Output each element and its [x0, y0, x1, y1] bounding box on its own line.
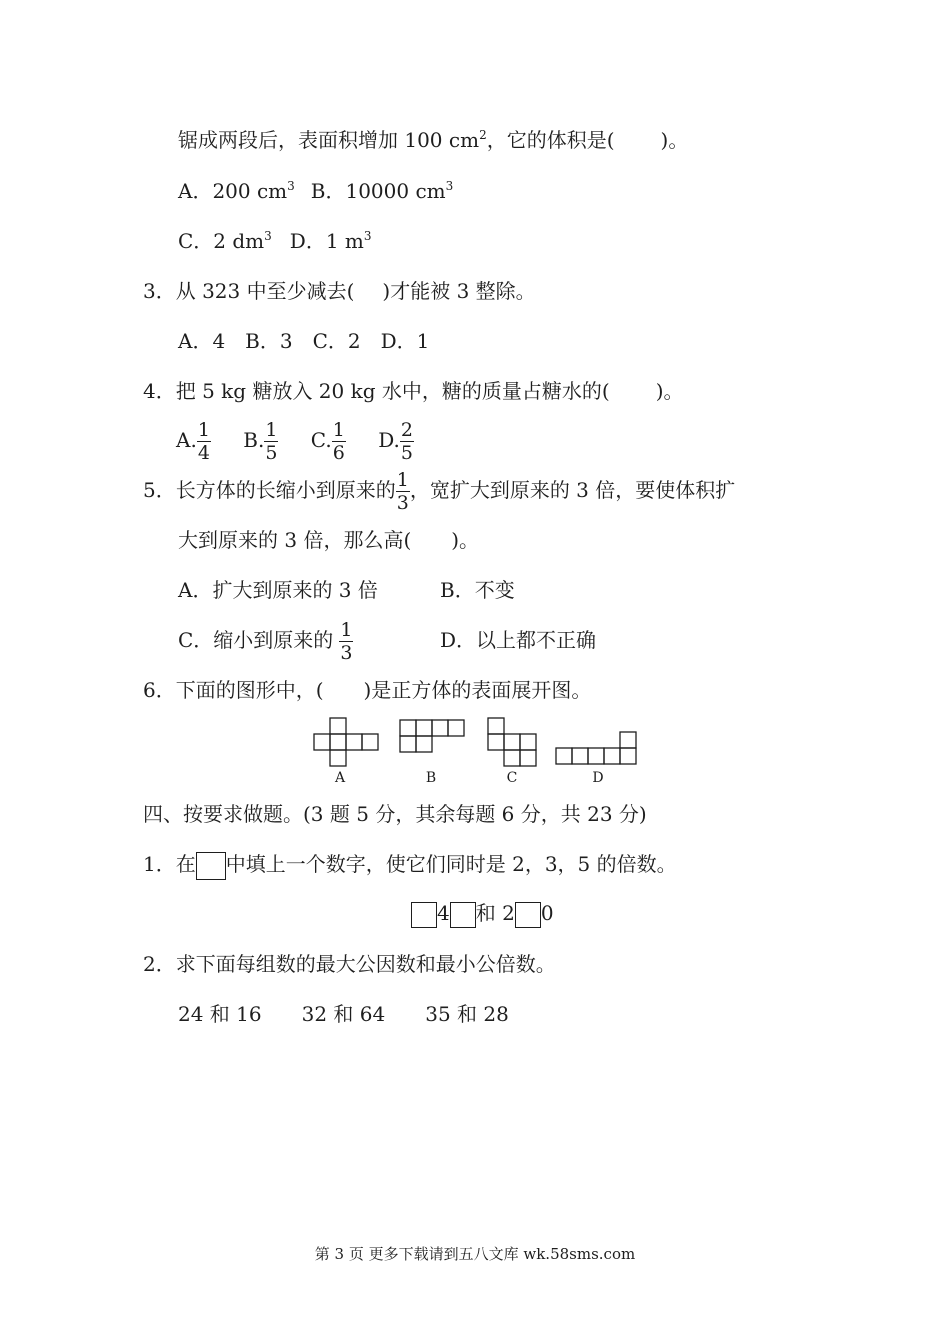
q3-stem-text: 3．从 323 中至少减去( — [143, 279, 355, 303]
q4-option-c — [310, 418, 346, 464]
q2-option-b: B．10000 cm — [310, 179, 446, 203]
p1-and-2: 和 2 — [475, 901, 515, 925]
q6-stem-end: )是正方体的表面展开图。 — [363, 678, 592, 702]
q3-stem — [143, 277, 536, 305]
q2-option-d: D．1 m — [289, 229, 364, 253]
p2-stem: 2．求下面每组数的最大公因数和最小公倍数。 — [143, 952, 556, 976]
section-4-heading: 四、按要求做题。(3 题 5 分，其余每题 6 分，共 23 分) — [143, 802, 647, 826]
q4-option-c-fraction: $\frac{1}{6}$ — [332, 418, 345, 464]
q4-option-c-label: C. — [310, 428, 332, 452]
q3-stem-end: )才能被 3 整除。 — [382, 279, 536, 303]
net-a — [314, 718, 378, 766]
q5-stem-a: 5．长方体的长缩小到原来的 — [143, 478, 396, 502]
p1-digit-0: 0 — [540, 901, 554, 925]
q2-option-a-sup: 3 — [287, 179, 295, 193]
p1-digit-4: 4 — [437, 901, 450, 925]
p2-pairs: 24 和 16 32 和 64 35 和 28 — [178, 1002, 509, 1026]
q4-option-d — [378, 418, 414, 464]
q2-option-d-sup: 3 — [363, 229, 372, 243]
net-a-label: A — [334, 770, 346, 786]
net-d-label: D — [592, 770, 604, 786]
q4-stem-text: 4．把 5 kg 糖放入 20 kg 水中，糖的质量占糖水的( — [143, 379, 610, 403]
q5-option-b: B．不变 — [440, 578, 515, 602]
digit-box-2[interactable] — [450, 902, 476, 928]
q5-stem-line1 — [143, 462, 735, 518]
q4-option-a-label: A. — [176, 428, 197, 452]
net-b — [400, 720, 464, 752]
q2-option-c: C．2 dm — [178, 229, 265, 253]
q4-option-b-label: B. — [243, 428, 265, 452]
q5-option-a: A．扩大到原来的 3 倍 — [178, 578, 378, 602]
q6-stem-text: 6．下面的图形中，( — [143, 678, 324, 702]
q2-stem-close: )。 — [660, 128, 689, 152]
q2-options-cd — [178, 227, 372, 255]
q2-stem-end: ，它的体积是( — [486, 128, 615, 152]
net-c — [488, 718, 536, 766]
cube-nets-figure — [310, 714, 650, 786]
net-b-label: B — [425, 770, 437, 786]
q3-options: A．4 B．3 C．2 D．1 — [178, 329, 430, 353]
q6-stem — [143, 676, 591, 704]
q4-option-b-fraction: $\frac{1}{5}$ — [265, 418, 278, 464]
q2-option-c-sup: 3 — [264, 229, 272, 243]
net-d — [556, 732, 636, 764]
q5-option-c-text: C．缩小到原来的 — [178, 628, 334, 652]
q2-option-b-sup: 3 — [445, 179, 454, 193]
q4-stem-end: )。 — [655, 379, 684, 403]
p1-stem — [143, 850, 677, 880]
answer-box[interactable] — [196, 852, 226, 880]
q2-stem-text: 锯成两段后，表面积增加 100 cm — [178, 128, 480, 152]
q4-stem — [143, 377, 684, 405]
p1-stem-b: 中填上一个数字，使它们同时是 2，3，5 的倍数。 — [225, 852, 677, 876]
q5-stem-fraction: $\frac{1}{3}$ — [396, 468, 409, 514]
q5-option-c-fraction: $\frac{1}{3}$ — [340, 618, 353, 664]
q5-option-c — [178, 612, 353, 668]
net-c-label: C — [506, 770, 518, 786]
page-footer: 第 3 页 更多下载请到五八文库 wk.58sms.com — [314, 1245, 636, 1263]
digit-box-1[interactable] — [411, 902, 437, 928]
q2-option-a: A．200 cm — [178, 179, 288, 203]
q4-option-a — [176, 418, 211, 464]
q5-stem-line2-end: )。 — [451, 528, 480, 552]
q5-option-d: D．以上都不正确 — [440, 628, 597, 652]
q4-options — [176, 412, 414, 468]
q4-option-d-label: D. — [378, 428, 400, 452]
q5-stem-line2-text: 大到原来的 3 倍，那么高( — [178, 528, 412, 552]
p1-numbers — [411, 898, 554, 928]
q5-stem-b: ，宽扩大到原来的 3 倍，要使体积扩 — [409, 478, 736, 502]
digit-box-3[interactable] — [515, 902, 541, 928]
p1-stem-a: 1．在 — [143, 852, 196, 876]
q2-stem-sup: 2 — [479, 128, 487, 142]
q4-option-d-fraction: $\frac{2}{5}$ — [400, 418, 413, 464]
q4-option-a-fraction: $\frac{1}{4}$ — [197, 418, 210, 464]
q2-options-ab — [178, 177, 453, 205]
q5-stem-line2 — [178, 526, 479, 554]
q2-stem — [178, 126, 688, 154]
q4-option-b — [243, 418, 278, 464]
